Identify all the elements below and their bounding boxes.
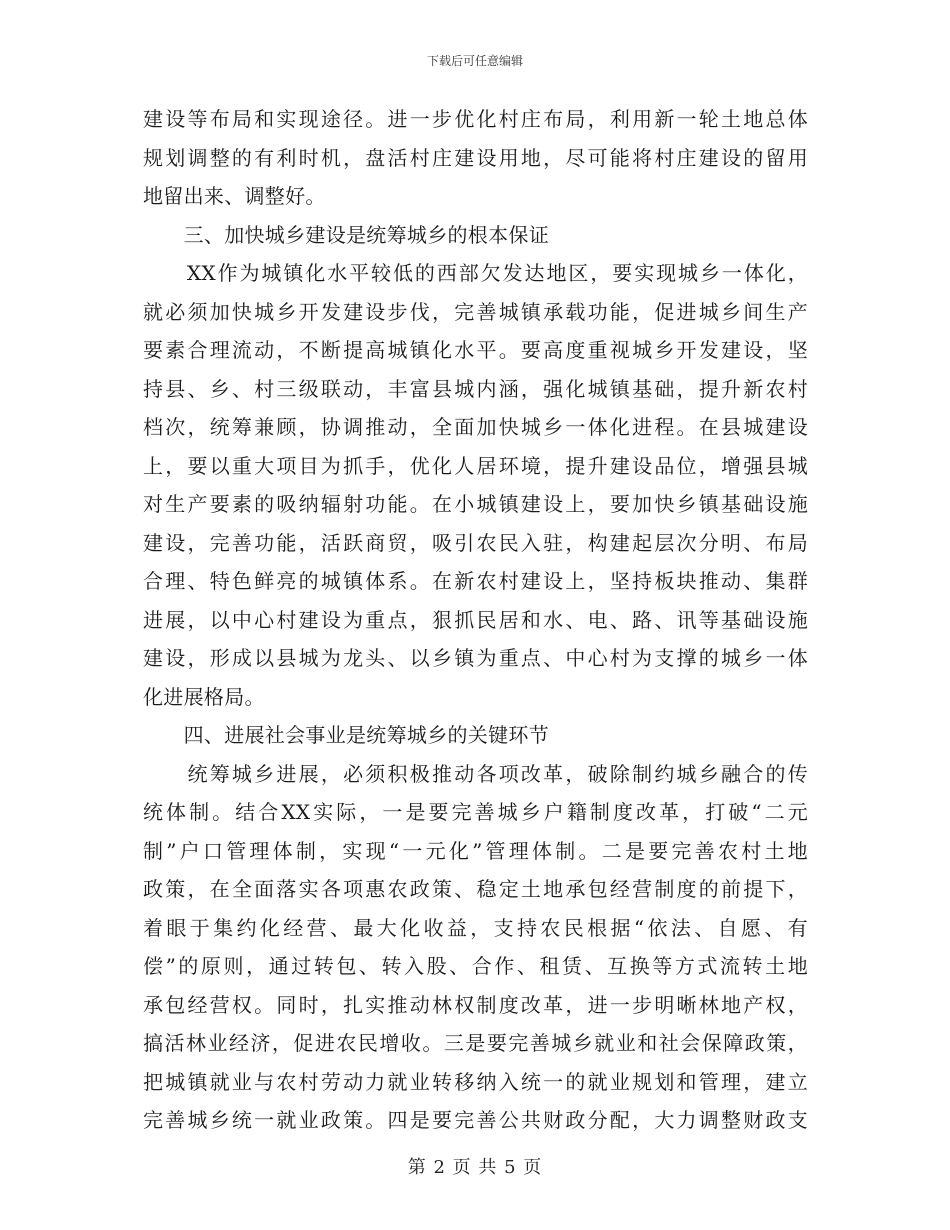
body-line: 建设，形成以县城为龙头、以乡镇为重点、中心村为支撑的城乡一体 <box>143 646 808 670</box>
body-line: 持县、乡、村三级联动，丰富县城内涵，强化城镇基础，提升新农村 <box>143 376 808 401</box>
document-body <box>143 100 808 1140</box>
body-line: 化进展格局。 <box>143 684 265 709</box>
section-heading: 三、加快城乡建设是统筹城乡的根本保证 <box>143 222 549 247</box>
body-line: 地留出来、调整好。 <box>143 184 326 208</box>
section-heading: 四、进展社会事业是统筹城乡的关键环节 <box>143 723 549 747</box>
body-line: 对生产要素的吸纳辐射功能。在小城镇建设上，要加快乡镇基础设施 <box>143 492 808 516</box>
body-line: 进展，以中心村建设为重点，狠抓民居和水、电、路、讯等基础设施 <box>143 607 808 632</box>
body-line: 完善城乡统一就业政策。四是要完善公共财政分配，大力调整财政支 <box>143 1108 808 1132</box>
body-line: 偿”的原则，通过转包、转入股、合作、租赁、互换等方式流转土地 <box>143 954 808 978</box>
body-line: 上，要以重大项目为抓手，优化人居环境，提升建设品位，增强县城 <box>143 453 808 478</box>
page-number-footer: 第 2 页 共 5 页 <box>407 1157 543 1178</box>
body-line: 制”户口管理体制，实现“一元化”管理体制。二是要完善农村土地 <box>143 838 808 863</box>
body-line: 合理、特色鲜亮的城镇体系。在新农村建设上，坚持板块推动、集群 <box>143 569 808 593</box>
body-line: 承包经营权。同时，扎实推动林权制度改革，进一步明晰林地产权， <box>143 992 808 1017</box>
body-line: 搞活林业经济，促进农民增收。三是要完善城乡就业和社会保障政策， <box>143 1031 808 1055</box>
body-line: 统筹城乡进展，必须积极推动各项改革，破除制约城乡融合的传 <box>143 761 808 786</box>
body-line: 档次，统筹兼顾，协调推动，全面加快城乡一体化进程。在县城建设 <box>143 415 808 439</box>
body-line: XX作为城镇化水平较低的西部欠发达地区，要实现城乡一体化， <box>143 261 808 285</box>
body-line: 政策，在全面落实各项惠农政策、稳定土地承包经营制度的前提下， <box>143 877 808 901</box>
body-line: 就必须加快城乡开发建设步伐，完善城镇承载功能，促进城乡间生产 <box>143 299 808 324</box>
body-line: 把城镇就业与农村劳动力就业转移纳入统一的就业规划和管理，建立 <box>143 1069 808 1094</box>
body-line: 统体制。结合XX实际，一是要完善城乡户籍制度改革，打破“二元 <box>143 800 808 824</box>
body-line: 建设等布局和实现途径。进一步优化村庄布局，利用新一轮土地总体 <box>143 107 808 131</box>
body-line: 要素合理流动，不断提高城镇化水平。要高度重视城乡开发建设，坚 <box>143 338 808 362</box>
body-line: 建设，完善功能，活跃商贸，吸引农民入驻，构建起层次分明、布局 <box>143 530 808 555</box>
body-line: 着眼于集约化经营、最大化收益，支持农民根据“依法、自愿、有 <box>143 915 808 940</box>
body-line: 规划调整的有利时机，盘活村庄建设用地，尽可能将村庄建设的留用 <box>143 145 808 170</box>
page-header-note: 下载后可任意编辑 <box>426 54 523 68</box>
